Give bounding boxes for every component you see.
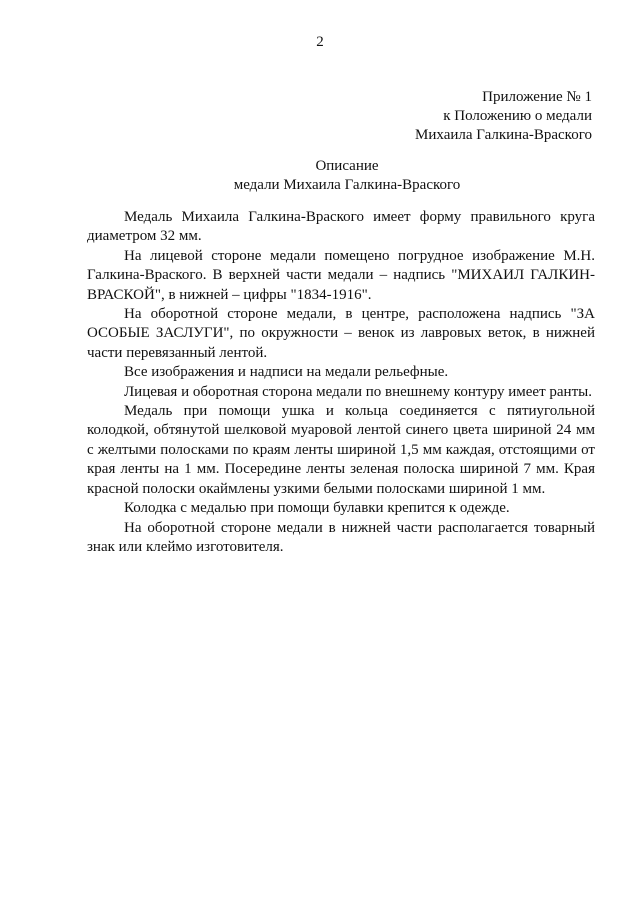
page-number: 2: [316, 34, 324, 50]
paragraph: На лицевой стороне медали помещено погрудное изображение М.Н. Галкина-Враского. В верхней части медали – надпись "МИХАИЛ ГАЛКИН-ВРАСКОЙ", в нижней – цифры "1834-1916".: [87, 247, 595, 303]
appendix-line-1: Приложение № 1: [482, 89, 592, 105]
document-body: [87, 208, 595, 557]
paragraph: Лицевая и оборотная сторона медали по внешнему контуру имеет ранты.: [124, 383, 592, 400]
paragraph: Медаль при помощи ушка и кольца соединяется с пятиугольной колодкой, обтянутой шелковой муаровой лентой синего цвета шириной 24 мм с желтыми полосками по краям ленты шириной 1,5 мм каждая, отстоящими от края ленты на 1 мм. Посередине ленты зеленая полоска шириной 7 мм. Края красной полоски окаймлены узкими белыми полосками шириной 1 мм.: [87, 403, 595, 497]
paragraph: Медаль Михаила Галкина-Враского имеет форму правильного круга диаметром 32 мм.: [87, 209, 595, 245]
title-line-1: Описание: [315, 158, 379, 174]
appendix-line-3: Михаила Галкина-Враского: [415, 127, 592, 143]
paragraph: Колодка с медалью при помощи булавки крепится к одежде.: [124, 500, 510, 517]
document-title: [0, 157, 640, 195]
appendix-header: [360, 88, 592, 145]
appendix-line-2: к Положению о медали: [443, 108, 592, 124]
paragraph: На оборотной стороне медали в нижней части располагается товарный знак или клеймо изготовителя.: [87, 519, 595, 555]
title-line-2: медали Михаила Галкина-Враского: [233, 177, 461, 193]
paragraph: Все изображения и надписи на медали рельефные.: [124, 364, 449, 381]
paragraph: На оборотной стороне медали, в центре, расположена надпись "ЗА ОСОБЫЕ ЗАСЛУГИ", по окружности – венок из лавровых веток, в нижней части перевязанный лентой.: [87, 306, 595, 361]
